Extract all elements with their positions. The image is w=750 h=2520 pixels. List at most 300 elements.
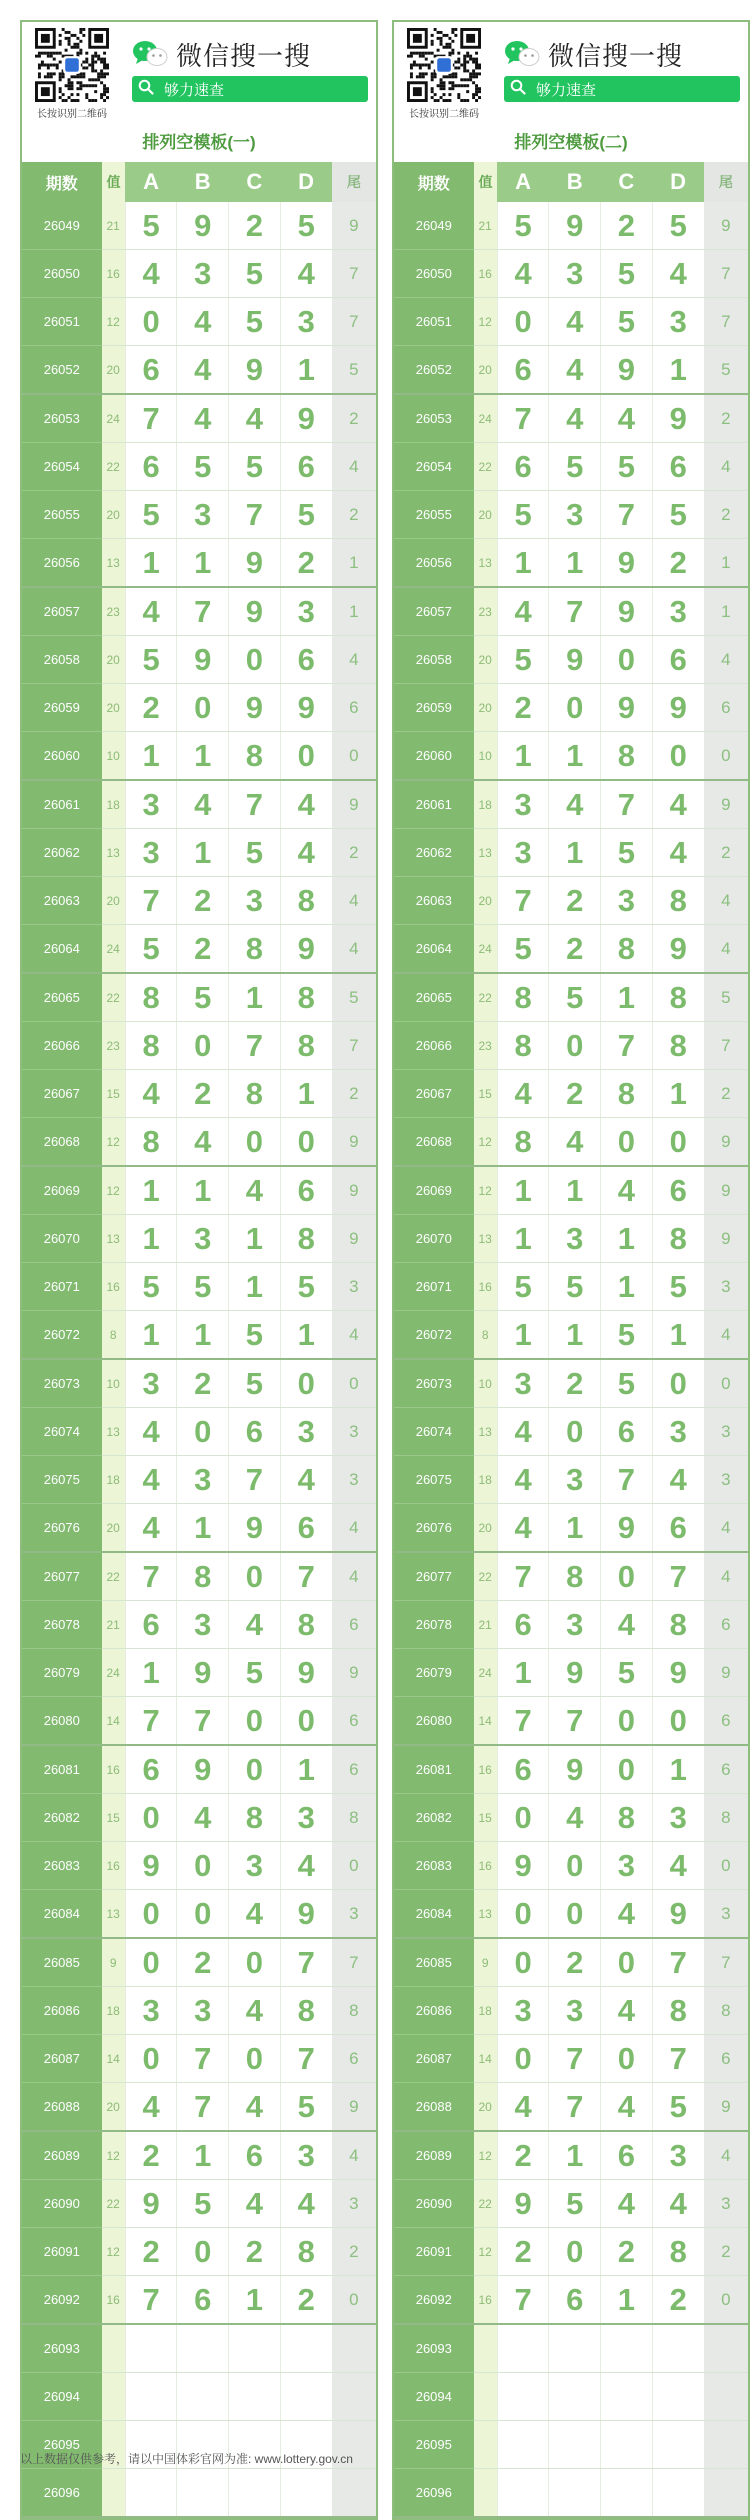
tail-cell: 3 bbox=[332, 2180, 376, 2228]
sum-cell bbox=[474, 2469, 498, 2518]
digit-a-cell bbox=[497, 2421, 549, 2469]
tail-cell: 2 bbox=[704, 2228, 748, 2276]
tail-cell bbox=[332, 2324, 376, 2373]
tail-cell bbox=[332, 2469, 376, 2518]
digit-b-cell: 4 bbox=[177, 1794, 229, 1842]
tail-cell: 0 bbox=[332, 1359, 376, 1408]
digit-c-cell: 4 bbox=[229, 394, 281, 443]
digit-d-cell: 4 bbox=[280, 250, 332, 298]
digit-a-cell bbox=[497, 2469, 549, 2518]
table-row bbox=[394, 1070, 748, 1118]
issue-cell: 26074 bbox=[22, 1408, 102, 1456]
digit-c-cell: 6 bbox=[601, 2131, 653, 2180]
sum-cell: 20 bbox=[102, 2083, 126, 2132]
table-row bbox=[22, 443, 376, 491]
digit-b-cell: 1 bbox=[177, 1166, 229, 1215]
digit-c-cell: 5 bbox=[229, 298, 281, 346]
tail-cell: 1 bbox=[704, 587, 748, 636]
sum-cell: 22 bbox=[102, 443, 126, 491]
digit-a-cell: 6 bbox=[497, 346, 549, 395]
digit-d-cell: 0 bbox=[280, 1697, 332, 1746]
tail-cell: 9 bbox=[332, 202, 376, 250]
digit-a-cell: 2 bbox=[497, 2131, 549, 2180]
table-row bbox=[22, 1215, 376, 1263]
digit-a-cell: 4 bbox=[125, 2083, 177, 2132]
header-issue: 期数 bbox=[22, 162, 102, 202]
digit-d-cell: 1 bbox=[652, 1745, 704, 1794]
digit-c-cell: 5 bbox=[601, 1649, 653, 1697]
table-row bbox=[394, 443, 748, 491]
qr-code-block[interactable] bbox=[32, 28, 112, 120]
tail-cell: 2 bbox=[332, 491, 376, 539]
digit-a-cell: 7 bbox=[125, 1697, 177, 1746]
table-row bbox=[394, 2469, 748, 2518]
sum-cell: 20 bbox=[102, 346, 126, 395]
issue-cell: 26076 bbox=[394, 1504, 474, 1553]
issue-cell: 26059 bbox=[394, 684, 474, 732]
table-row bbox=[22, 1070, 376, 1118]
digit-b-cell: 3 bbox=[549, 1987, 601, 2035]
tail-cell: 0 bbox=[332, 732, 376, 781]
sum-cell: 13 bbox=[474, 1890, 498, 1939]
tail-cell: 1 bbox=[332, 539, 376, 588]
sum-cell: 8 bbox=[474, 1311, 498, 1360]
sum-cell: 10 bbox=[102, 732, 126, 781]
digit-c-cell: 5 bbox=[601, 829, 653, 877]
sum-cell: 23 bbox=[474, 587, 498, 636]
digit-c-cell: 7 bbox=[229, 1022, 281, 1070]
table-row bbox=[22, 394, 376, 443]
qr-code-icon bbox=[407, 28, 481, 102]
issue-cell: 26084 bbox=[394, 1890, 474, 1939]
table-row bbox=[394, 2421, 748, 2469]
digit-b-cell: 2 bbox=[549, 1938, 601, 1987]
sum-cell: 15 bbox=[474, 1794, 498, 1842]
digit-c-cell: 0 bbox=[601, 1118, 653, 1167]
digit-d-cell: 8 bbox=[280, 1215, 332, 1263]
digit-c-cell: 2 bbox=[601, 202, 653, 250]
digit-a-cell: 5 bbox=[497, 491, 549, 539]
issue-cell: 26069 bbox=[394, 1166, 474, 1215]
digit-c-cell: 0 bbox=[229, 1697, 281, 1746]
digit-a-cell: 0 bbox=[125, 1890, 177, 1939]
table-row bbox=[22, 780, 376, 829]
digit-d-cell: 1 bbox=[280, 1311, 332, 1360]
digit-c-cell: 0 bbox=[601, 1745, 653, 1794]
issue-cell: 26066 bbox=[22, 1022, 102, 1070]
digit-d-cell: 0 bbox=[280, 1359, 332, 1408]
digit-b-cell: 0 bbox=[549, 1842, 601, 1890]
tail-cell: 3 bbox=[332, 1263, 376, 1311]
table-row bbox=[394, 1649, 748, 1697]
digit-a-cell: 1 bbox=[497, 1166, 549, 1215]
search-keyword: 够力速查 bbox=[536, 81, 597, 99]
sum-cell: 20 bbox=[474, 636, 498, 684]
issue-cell: 26095 bbox=[394, 2421, 474, 2469]
digit-b-cell: 6 bbox=[549, 2276, 601, 2325]
digit-d-cell: 3 bbox=[280, 298, 332, 346]
digit-a-cell: 8 bbox=[125, 973, 177, 1022]
issue-cell: 26052 bbox=[22, 346, 102, 395]
issue-cell: 26073 bbox=[22, 1359, 102, 1408]
issue-cell: 26071 bbox=[394, 1263, 474, 1311]
digit-c-cell: 0 bbox=[229, 1118, 281, 1167]
issue-cell: 26070 bbox=[394, 1215, 474, 1263]
digit-c-cell bbox=[601, 2324, 653, 2373]
digit-a-cell bbox=[125, 2324, 177, 2373]
digit-b-cell: 2 bbox=[177, 877, 229, 925]
search-icon bbox=[510, 79, 536, 99]
digit-b-cell: 4 bbox=[177, 298, 229, 346]
issue-cell: 26091 bbox=[22, 2228, 102, 2276]
sum-cell: 22 bbox=[474, 1552, 498, 1601]
digit-b-cell: 3 bbox=[549, 1456, 601, 1504]
sum-cell: 12 bbox=[474, 1118, 498, 1167]
tail-cell: 8 bbox=[332, 1794, 376, 1842]
tail-cell: 2 bbox=[332, 1070, 376, 1118]
table-row bbox=[394, 1263, 748, 1311]
digit-b-cell: 0 bbox=[177, 1022, 229, 1070]
digit-d-cell: 8 bbox=[280, 1022, 332, 1070]
digit-b-cell: 0 bbox=[549, 684, 601, 732]
digit-d-cell: 3 bbox=[280, 1408, 332, 1456]
digit-c-cell: 8 bbox=[601, 732, 653, 781]
digit-a-cell: 8 bbox=[497, 973, 549, 1022]
digit-d-cell: 4 bbox=[652, 2180, 704, 2228]
digit-a-cell: 3 bbox=[497, 1987, 549, 2035]
issue-cell: 26082 bbox=[394, 1794, 474, 1842]
digit-a-cell: 0 bbox=[125, 1794, 177, 1842]
header-c: C bbox=[229, 162, 281, 202]
digit-a-cell: 6 bbox=[497, 443, 549, 491]
digit-a-cell: 5 bbox=[497, 925, 549, 974]
sum-cell: 22 bbox=[474, 2180, 498, 2228]
digit-a-cell: 9 bbox=[497, 1842, 549, 1890]
table-row bbox=[394, 491, 748, 539]
digit-a-cell bbox=[497, 2373, 549, 2421]
table-row bbox=[22, 1022, 376, 1070]
digit-a-cell: 1 bbox=[125, 539, 177, 588]
table-row bbox=[22, 1842, 376, 1890]
issue-cell: 26090 bbox=[22, 2180, 102, 2228]
digit-b-cell: 1 bbox=[177, 829, 229, 877]
digit-d-cell: 5 bbox=[280, 491, 332, 539]
digit-b-cell: 3 bbox=[177, 1987, 229, 2035]
digit-b-cell: 2 bbox=[177, 1938, 229, 1987]
sum-cell: 22 bbox=[102, 973, 126, 1022]
sum-cell bbox=[474, 2421, 498, 2469]
tail-cell: 9 bbox=[332, 780, 376, 829]
digit-b-cell: 5 bbox=[177, 1263, 229, 1311]
tail-cell: 7 bbox=[704, 1022, 748, 1070]
issue-cell: 26069 bbox=[22, 1166, 102, 1215]
issue-cell: 26082 bbox=[22, 1794, 102, 1842]
issue-cell: 26081 bbox=[22, 1745, 102, 1794]
sum-cell: 22 bbox=[474, 443, 498, 491]
digit-c-cell: 4 bbox=[601, 1166, 653, 1215]
table-row bbox=[22, 2131, 376, 2180]
digit-a-cell: 4 bbox=[497, 250, 549, 298]
digit-d-cell: 8 bbox=[652, 1022, 704, 1070]
qr-code-block[interactable] bbox=[404, 28, 484, 120]
digit-c-cell: 0 bbox=[229, 1938, 281, 1987]
sum-cell: 14 bbox=[474, 1697, 498, 1746]
tail-cell: 4 bbox=[332, 877, 376, 925]
digit-d-cell: 9 bbox=[652, 1890, 704, 1939]
digit-a-cell: 2 bbox=[125, 684, 177, 732]
digit-c-cell: 1 bbox=[229, 1215, 281, 1263]
digit-a-cell: 6 bbox=[497, 1601, 549, 1649]
digit-c-cell: 0 bbox=[601, 1938, 653, 1987]
issue-cell: 26056 bbox=[394, 539, 474, 588]
tail-cell: 8 bbox=[704, 1987, 748, 2035]
sum-cell: 22 bbox=[102, 2180, 126, 2228]
table-row bbox=[394, 973, 748, 1022]
digit-a-cell: 4 bbox=[497, 587, 549, 636]
sum-cell: 16 bbox=[474, 2276, 498, 2325]
digit-a-cell: 4 bbox=[497, 2083, 549, 2132]
table-row bbox=[394, 1745, 748, 1794]
digit-d-cell: 6 bbox=[280, 636, 332, 684]
tail-cell: 9 bbox=[704, 1215, 748, 1263]
header-a: A bbox=[125, 162, 177, 202]
digit-c-cell: 1 bbox=[229, 1263, 281, 1311]
digit-d-cell: 8 bbox=[652, 1601, 704, 1649]
digit-d-cell: 8 bbox=[280, 1987, 332, 2035]
digit-c-cell: 1 bbox=[229, 2276, 281, 2325]
table-row bbox=[22, 2083, 376, 2132]
table-row bbox=[22, 539, 376, 588]
issue-cell: 26067 bbox=[22, 1070, 102, 1118]
issue-cell: 26052 bbox=[394, 346, 474, 395]
wechat-search-bar[interactable] bbox=[132, 76, 368, 102]
digit-b-cell: 3 bbox=[549, 250, 601, 298]
digit-a-cell: 5 bbox=[125, 636, 177, 684]
tail-cell: 4 bbox=[332, 443, 376, 491]
tail-cell: 5 bbox=[704, 346, 748, 395]
sum-cell: 13 bbox=[474, 1215, 498, 1263]
digit-d-cell bbox=[652, 2421, 704, 2469]
issue-cell: 26056 bbox=[22, 539, 102, 588]
digit-c-cell: 6 bbox=[601, 1408, 653, 1456]
digit-b-cell: 5 bbox=[177, 2180, 229, 2228]
sum-cell: 13 bbox=[102, 1890, 126, 1939]
issue-cell: 26089 bbox=[394, 2131, 474, 2180]
tail-cell bbox=[704, 2324, 748, 2373]
sum-cell: 22 bbox=[474, 973, 498, 1022]
issue-cell: 26087 bbox=[22, 2035, 102, 2083]
table-row bbox=[22, 491, 376, 539]
digit-b-cell: 9 bbox=[549, 202, 601, 250]
digit-d-cell: 8 bbox=[280, 877, 332, 925]
digit-d-cell: 6 bbox=[280, 1166, 332, 1215]
digit-d-cell: 5 bbox=[652, 2083, 704, 2132]
table-row bbox=[22, 636, 376, 684]
digit-c-cell: 7 bbox=[601, 1022, 653, 1070]
tail-cell: 6 bbox=[704, 1601, 748, 1649]
digit-b-cell: 3 bbox=[549, 1215, 601, 1263]
wechat-search-block bbox=[132, 36, 368, 102]
digit-d-cell: 4 bbox=[280, 2180, 332, 2228]
digit-c-cell: 5 bbox=[601, 1311, 653, 1360]
sum-cell: 20 bbox=[102, 877, 126, 925]
sum-cell: 20 bbox=[474, 2083, 498, 2132]
tail-cell: 4 bbox=[704, 2131, 748, 2180]
tail-cell bbox=[704, 2373, 748, 2421]
sum-cell: 24 bbox=[102, 1649, 126, 1697]
issue-cell: 26080 bbox=[394, 1697, 474, 1746]
digit-b-cell: 3 bbox=[177, 1456, 229, 1504]
table-row bbox=[394, 1359, 748, 1408]
issue-cell: 26094 bbox=[22, 2373, 102, 2421]
issue-cell: 26092 bbox=[394, 2276, 474, 2325]
issue-cell: 26064 bbox=[394, 925, 474, 974]
digit-c-cell: 4 bbox=[229, 1987, 281, 2035]
digit-d-cell: 0 bbox=[652, 1118, 704, 1167]
tail-cell: 6 bbox=[704, 1745, 748, 1794]
digit-a-cell: 0 bbox=[125, 1938, 177, 1987]
header-sum: 值 bbox=[102, 162, 126, 202]
wechat-search-name: 微信搜一搜 bbox=[548, 40, 684, 71]
digit-b-cell: 0 bbox=[549, 1890, 601, 1939]
issue-cell: 26065 bbox=[22, 973, 102, 1022]
digit-a-cell bbox=[125, 2469, 177, 2518]
panel-header bbox=[394, 22, 748, 124]
sum-cell: 15 bbox=[102, 1794, 126, 1842]
digit-b-cell: 9 bbox=[177, 636, 229, 684]
digit-c-cell: 8 bbox=[229, 732, 281, 781]
digit-b-cell: 2 bbox=[177, 1070, 229, 1118]
table-row bbox=[22, 1408, 376, 1456]
sum-cell: 24 bbox=[474, 394, 498, 443]
digit-d-cell: 6 bbox=[652, 1166, 704, 1215]
tail-cell: 3 bbox=[704, 1456, 748, 1504]
tail-cell: 4 bbox=[332, 636, 376, 684]
panel-header bbox=[22, 22, 376, 124]
digit-a-cell: 4 bbox=[125, 1456, 177, 1504]
digit-d-cell: 4 bbox=[652, 780, 704, 829]
issue-cell: 26065 bbox=[394, 973, 474, 1022]
digit-c-cell: 2 bbox=[229, 2228, 281, 2276]
table-row bbox=[394, 1215, 748, 1263]
digit-d-cell: 9 bbox=[280, 925, 332, 974]
tail-cell: 4 bbox=[704, 1504, 748, 1553]
digit-b-cell: 9 bbox=[177, 1745, 229, 1794]
header-issue: 期数 bbox=[394, 162, 474, 202]
tail-cell: 4 bbox=[704, 636, 748, 684]
table-row bbox=[22, 2469, 376, 2518]
table-row bbox=[394, 2324, 748, 2373]
sum-cell: 12 bbox=[102, 298, 126, 346]
digit-b-cell: 1 bbox=[177, 1504, 229, 1553]
digit-c-cell: 4 bbox=[229, 1166, 281, 1215]
table-row bbox=[22, 1456, 376, 1504]
digit-c-cell: 1 bbox=[601, 2276, 653, 2325]
digit-b-cell: 1 bbox=[549, 2131, 601, 2180]
digit-b-cell: 4 bbox=[177, 780, 229, 829]
sum-cell: 10 bbox=[474, 1359, 498, 1408]
tail-cell: 7 bbox=[332, 250, 376, 298]
digit-c-cell: 7 bbox=[229, 1456, 281, 1504]
wechat-search-bar[interactable] bbox=[504, 76, 740, 102]
digit-a-cell: 0 bbox=[497, 1794, 549, 1842]
digit-b-cell: 1 bbox=[549, 1166, 601, 1215]
digit-d-cell: 7 bbox=[280, 1938, 332, 1987]
header-b: B bbox=[549, 162, 601, 202]
issue-cell: 26054 bbox=[394, 443, 474, 491]
digit-a-cell: 3 bbox=[125, 829, 177, 877]
issue-cell: 26073 bbox=[394, 1359, 474, 1408]
tail-cell bbox=[704, 2469, 748, 2518]
digit-d-cell: 9 bbox=[652, 684, 704, 732]
digit-b-cell: 1 bbox=[549, 732, 601, 781]
sum-cell: 13 bbox=[474, 1408, 498, 1456]
digit-c-cell: 7 bbox=[229, 780, 281, 829]
digit-d-cell: 9 bbox=[280, 1890, 332, 1939]
digit-c-cell: 9 bbox=[229, 1504, 281, 1553]
digit-a-cell: 1 bbox=[497, 539, 549, 588]
tail-cell: 9 bbox=[704, 2083, 748, 2132]
table-row bbox=[394, 684, 748, 732]
sum-cell: 16 bbox=[474, 1263, 498, 1311]
issue-cell: 26058 bbox=[394, 636, 474, 684]
digit-a-cell: 5 bbox=[497, 1263, 549, 1311]
issue-cell: 26053 bbox=[22, 394, 102, 443]
wechat-search-block bbox=[504, 36, 740, 102]
digit-c-cell: 9 bbox=[229, 587, 281, 636]
table-row bbox=[394, 1697, 748, 1746]
table-row bbox=[394, 1842, 748, 1890]
issue-cell: 26068 bbox=[394, 1118, 474, 1167]
sum-cell: 13 bbox=[102, 829, 126, 877]
tail-cell: 7 bbox=[704, 298, 748, 346]
table-row bbox=[394, 2131, 748, 2180]
table-row bbox=[394, 1552, 748, 1601]
table-row bbox=[22, 925, 376, 974]
digit-a-cell: 6 bbox=[497, 1745, 549, 1794]
digit-b-cell: 1 bbox=[177, 539, 229, 588]
sum-cell: 24 bbox=[102, 394, 126, 443]
digit-d-cell: 6 bbox=[652, 1504, 704, 1553]
digit-b-cell: 1 bbox=[177, 1311, 229, 1360]
digit-c-cell: 4 bbox=[601, 2083, 653, 2132]
tail-cell: 4 bbox=[704, 443, 748, 491]
digit-d-cell bbox=[652, 2469, 704, 2518]
table-row bbox=[394, 1601, 748, 1649]
tail-cell: 9 bbox=[704, 202, 748, 250]
sum-cell: 18 bbox=[102, 1987, 126, 2035]
digit-b-cell: 5 bbox=[177, 443, 229, 491]
table-row bbox=[22, 2373, 376, 2421]
sum-cell: 12 bbox=[102, 1166, 126, 1215]
tail-cell: 5 bbox=[332, 973, 376, 1022]
digit-b-cell: 0 bbox=[177, 1408, 229, 1456]
tail-cell: 0 bbox=[704, 732, 748, 781]
digit-d-cell: 4 bbox=[652, 1456, 704, 1504]
issue-cell: 26086 bbox=[22, 1987, 102, 2035]
digit-a-cell: 4 bbox=[125, 1070, 177, 1118]
table-row bbox=[394, 1987, 748, 2035]
digit-b-cell: 9 bbox=[177, 1649, 229, 1697]
digit-d-cell: 7 bbox=[280, 2035, 332, 2083]
issue-cell: 26080 bbox=[22, 1697, 102, 1746]
digit-c-cell: 5 bbox=[229, 829, 281, 877]
digit-a-cell: 0 bbox=[125, 298, 177, 346]
digit-d-cell: 3 bbox=[652, 587, 704, 636]
digit-a-cell bbox=[497, 2324, 549, 2373]
digit-a-cell: 0 bbox=[125, 2035, 177, 2083]
digit-a-cell: 1 bbox=[497, 1311, 549, 1360]
